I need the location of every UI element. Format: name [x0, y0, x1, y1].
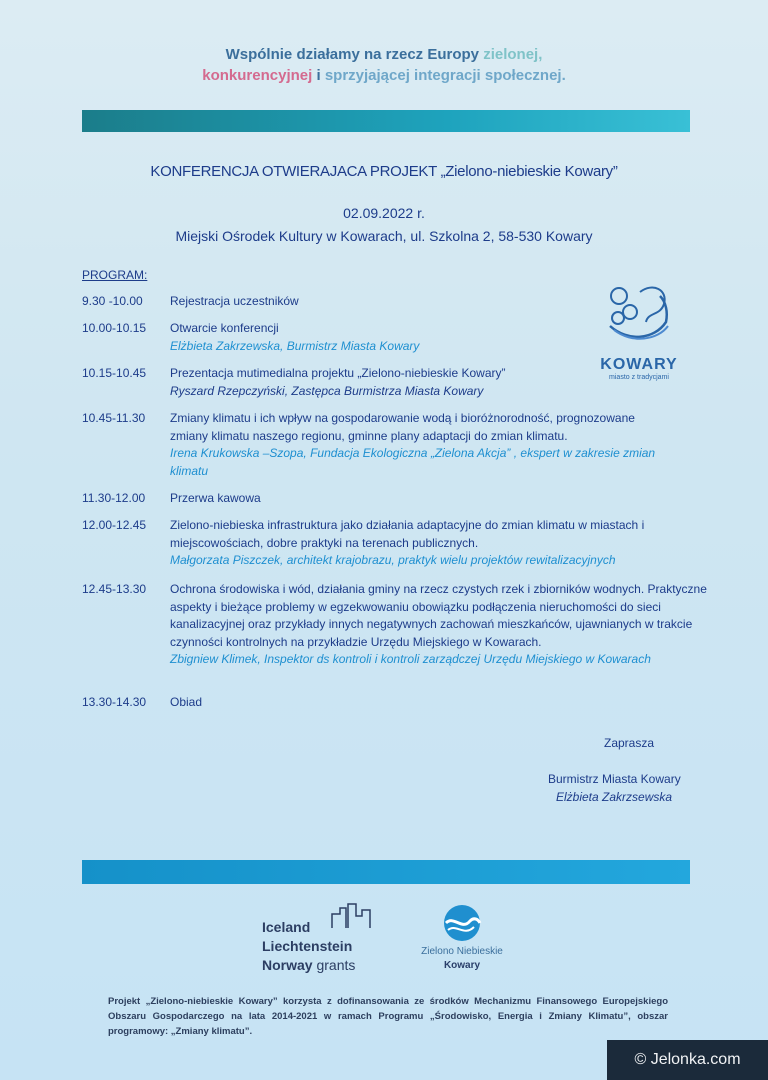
program-time: 9.30 -10.00 — [82, 294, 143, 308]
program-text: Ochrona środowiska i wód, działania gminy na rzecz czystych rzek i zbiorników wodnych. Praktyczne aspekty i bieżące problemy w egzekwowaniu obowiązku podłączenia nieruchomości do sieci kanalizacyjnej oraz przykłady innych negatywnych zachowań mieszkańców, ujawnianych w trakcie czynności kontrolnych na przykładzie Urzędu Miejskiego w Kowarach. — [170, 582, 707, 649]
program-speaker: Irena Krukowska –Szopa, Fundacja Ekologiczna „Zielona Akcja” , ekspert w zakresie zmian klimatu — [170, 446, 656, 478]
photo-credit: © Jelonka.com — [607, 1040, 768, 1080]
bottom-color-bar — [82, 860, 690, 884]
program-time: 10.15-10.45 — [82, 366, 147, 380]
program-time: 13.30-14.30 — [82, 695, 147, 709]
mayor-name: Elżbieta Zakrzsewska — [556, 790, 673, 804]
funding-note: Projekt „Zielono-niebieskie Kowary” korzysta z dofinansowania ze środków Mechanizmu Finansowego Europejskiego Obszaru Gospodarczego na lata 2014-2021 w ramach Programu „Środowisko, Energia i Zmiany Klimatu”, obszar programowy: „Zmiany klimatu”. — [108, 996, 668, 1037]
eea-grants-icon — [330, 900, 374, 930]
conference-date: 02.09.2022 r. — [343, 205, 425, 221]
kowary-logo-tagline: miasto z tradycjami — [609, 374, 669, 381]
top-color-bar — [82, 110, 690, 132]
program-speaker: Zbigniew Klimek, Inspektor ds kontroli i kontroli zarządczej Urzędu Miejskiego w Kowarach — [170, 652, 651, 666]
program-text: Obiad — [170, 695, 203, 709]
program-text: Prezentacja mutimedialna projektu „Zielono-niebieskie Kowary” — [170, 366, 506, 380]
partner-sub: Kowary — [443, 960, 481, 971]
invite-label: Zaprasza — [604, 736, 655, 750]
program-speaker: Elżbieta Zakrzewska, Burmistrz Miasta Kowary — [170, 338, 420, 353]
kowary-logo-text: KOWARY — [600, 356, 678, 373]
program-time: 10.45-11.30 — [82, 411, 146, 425]
program-text: Otwarcie konferencji — [170, 321, 279, 335]
program-text: Przerwa kawowa — [170, 491, 261, 505]
program-text: Rejestracja uczestników — [170, 294, 299, 308]
eea-grants-logo: Iceland Liechtenstein Norway grants — [262, 919, 356, 973]
program-label: PROGRAM: — [82, 268, 148, 282]
program-text: Zielono-niebieska infrastruktura jako działania adaptacyjne do zmian klimatu w miastach i miejscowościach, dobre praktyki na terenach publicznych. — [170, 518, 645, 550]
conference-title: KONFERENCJA OTWIERAJACA PROJEKT „Zielono-niebieskie Kowary” — [150, 163, 618, 180]
program-time: 10.00-10.15 — [82, 321, 147, 335]
program-speaker: Ryszard Rzepczyński, Zastępca Burmistrza Miasta Kowary — [170, 383, 484, 398]
zielono-niebieskie-logo-icon — [440, 903, 484, 943]
program-time: 12.45-13.30 — [82, 582, 147, 596]
program-time: 12.00-12.45 — [82, 518, 147, 532]
program-speaker: Małgorzata Piszczek, architekt krajobrazu, praktyk wielu projektów rewitalizacyjnych — [170, 553, 616, 567]
eu-slogan: Wspólnie działamy na rzecz Europy zielonej, konkurencyjnej i sprzyjającej integracji społecznej. — [202, 46, 566, 84]
program-time: 11.30-12.00 — [82, 491, 146, 505]
conference-venue: Miejski Ośrodek Kultury w Kowarach, ul. Szkolna 2, 58-530 Kowary — [175, 228, 593, 244]
mayor-role: Burmistrz Miasta Kowary — [548, 772, 681, 786]
partner-name: Zielono Niebieskie — [421, 946, 503, 957]
program-text: Zmiany klimatu i ich wpływ na gospodarowanie wodą i bioróżnorodność, prognozowane zmiany klimatu naszego regionu, gminne plany adaptacji do zmian klimatu. — [170, 411, 635, 443]
